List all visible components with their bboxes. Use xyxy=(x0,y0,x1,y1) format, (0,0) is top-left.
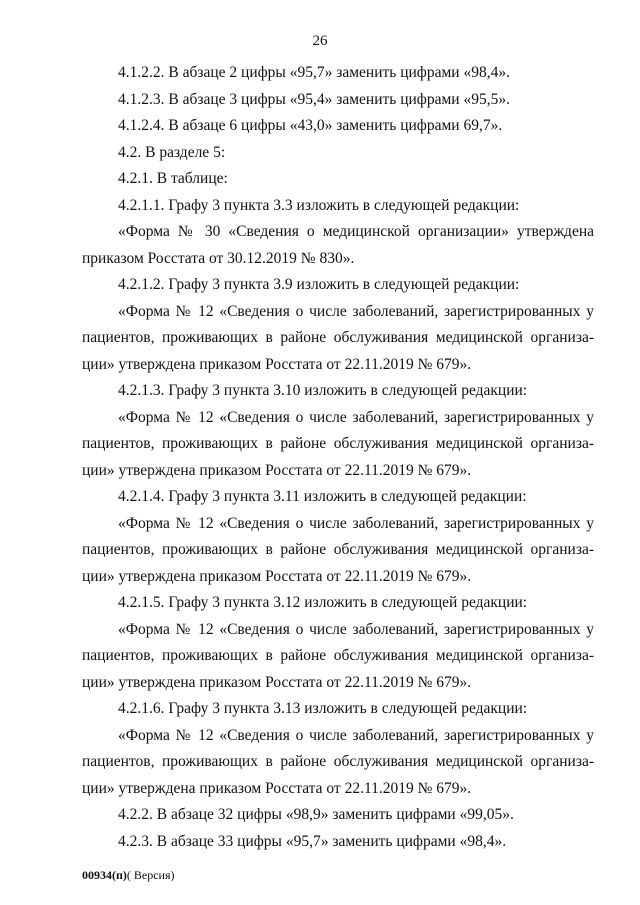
paragraph-text: 4.1.2.4. В абзаце 6 цифры «43,0» заменить цифрами 69,7». xyxy=(118,117,503,134)
paragraph-text: 4.2.1.1. Графу 3 пункта 3.3 изложить в следующей редакции: xyxy=(118,196,520,214)
paragraph-line: «Форма № 12 «Сведения о числе заболеваний, зарегистрированных у xyxy=(118,620,594,638)
paragraph xyxy=(82,219,594,272)
paragraph-text: 4.2.1.6. Графу 3 пункта 3.13 изложить в следующей редакции: xyxy=(118,700,528,717)
paragraph xyxy=(82,87,594,114)
paragraph-text: 4.2.3. В абзаце 33 цифры «95,7» заменить цифрами «98,4». xyxy=(118,832,507,850)
paragraph xyxy=(82,829,594,856)
paragraph-line: «Форма № 12 «Сведения о числе заболеваний, зарегистрированных у xyxy=(118,726,594,744)
paragraph-line: ции» утверждена приказом Росстата от 22.11.2019 № 679». xyxy=(82,567,472,585)
paragraph-text: 4.2.1.3. Графу 3 пункта 3.10 изложить в следующей редакции: xyxy=(118,382,528,399)
paragraph xyxy=(82,511,594,591)
paragraph-text: 4.2. В разделе 5: xyxy=(118,143,226,161)
paragraph-line: пациентов, проживающих в районе обслуживания медицинской организа- xyxy=(82,753,594,770)
paragraph xyxy=(82,696,594,723)
footer-label: ( Версия) xyxy=(126,868,175,882)
paragraph-text: 4.2.1.4. Графу 3 пункта 3.11 изложить в следующей редакции: xyxy=(118,488,527,505)
paragraph-line: «Форма № 30 «Сведения о медицинской организации» утверждена xyxy=(118,223,594,240)
paragraph xyxy=(82,590,594,617)
paragraph-line: пациентов, проживающих в районе обслуживания медицинской организа- xyxy=(82,435,594,452)
document-footer xyxy=(82,868,175,883)
paragraph xyxy=(82,723,594,803)
paragraph xyxy=(82,166,594,193)
paragraph-text: 4.2.1.2. Графу 3 пункта 3.9 изложить в следующей редакции: xyxy=(118,276,520,293)
paragraph-line: «Форма № 12 «Сведения о числе заболеваний, зарегистрированных у xyxy=(118,514,594,532)
paragraph-line: пациентов, проживающих в районе обслуживания медицинской организа- xyxy=(82,541,594,558)
paragraph-text: 4.2.1. В таблице: xyxy=(118,170,228,187)
paragraph xyxy=(82,617,594,697)
footer-code: 00934(п) xyxy=(82,868,127,882)
paragraph-text: 4.1.2.2. В абзаце 2 цифры «95,7» заменить цифрами «98,4». xyxy=(118,64,510,81)
paragraph xyxy=(82,378,594,405)
paragraph-line: пациентов, проживающих в районе обслуживания медицинской организа- xyxy=(82,647,594,664)
paragraph xyxy=(82,193,594,220)
paragraph-line: ции» утверждена приказом Росстата от 22.11.2019 № 679». xyxy=(82,461,472,479)
paragraph-line: ции» утверждена приказом Росстата от 22.11.2019 № 679». xyxy=(82,779,472,797)
paragraph xyxy=(82,802,594,829)
paragraph xyxy=(82,140,594,167)
paragraph-text: 4.2.1.5. Графу 3 пункта 3.12 изложить в следующей редакции: xyxy=(118,594,528,611)
paragraph xyxy=(82,299,594,379)
paragraph-line: «Форма № 12 «Сведения о числе заболеваний, зарегистрированных у xyxy=(118,408,594,426)
paragraph xyxy=(82,113,594,140)
paragraph-line: пациентов, проживающих в районе обслуживания медицинской организа- xyxy=(82,329,594,346)
paragraph-line: ции» утверждена приказом Росстата от 22.11.2019 № 679». xyxy=(82,355,472,373)
paragraph xyxy=(82,60,594,87)
paragraph-line: «Форма № 12 «Сведения о числе заболеваний, зарегистрированных у xyxy=(118,302,594,320)
document-body xyxy=(82,60,594,855)
paragraph xyxy=(82,272,594,299)
paragraph xyxy=(82,484,594,511)
page-number: 26 xyxy=(312,33,328,49)
paragraph-text: 4.2.2. В абзаце 32 цифры «98,9» заменить цифрами «99,05». xyxy=(118,806,514,823)
paragraph-line: приказом Росстата от 30.12.2019 № 830». xyxy=(82,249,355,267)
paragraph-line: ции» утверждена приказом Росстата от 22.11.2019 № 679». xyxy=(82,673,472,691)
paragraph xyxy=(82,405,594,485)
paragraph-text: 4.1.2.3. В абзаце 3 цифры «95,4» заменить цифрами «95,5». xyxy=(118,90,510,108)
